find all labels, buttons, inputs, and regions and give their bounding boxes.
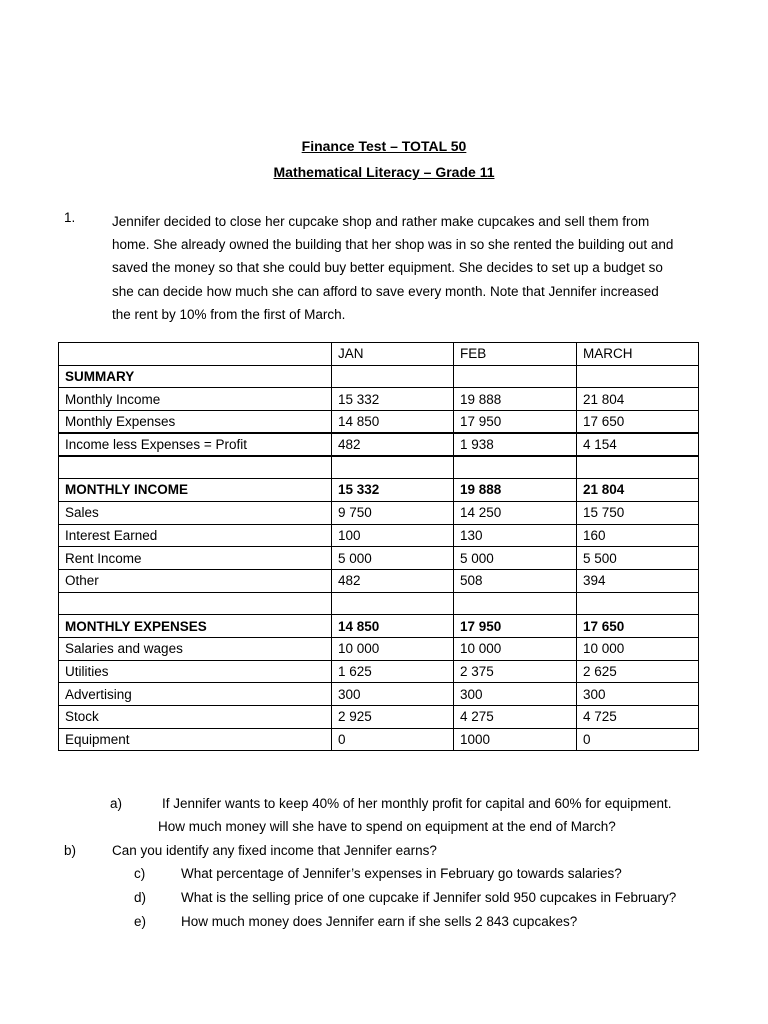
table-row [59, 524, 699, 547]
table-cell: 10 000 [577, 637, 699, 660]
table-row [59, 660, 699, 683]
table-cell: 394 [577, 569, 699, 592]
table-row [59, 479, 699, 502]
table-row [59, 456, 699, 479]
paragraph-line: the rent by 10% from the first of March. [112, 306, 346, 322]
table-cell: 4 154 [577, 433, 699, 456]
table-cell: 482 [332, 433, 454, 456]
table-cell: 15 332 [332, 388, 454, 411]
paragraph-line: saved the money so that she could buy better equipment. She decides to set up a budget so [112, 260, 663, 276]
table-cell: 17 650 [577, 411, 699, 434]
table-cell: SUMMARY [59, 365, 332, 388]
table-row [59, 388, 699, 411]
table-cell: 100 [332, 524, 454, 547]
question-e-label: e) [134, 914, 147, 929]
table-cell: 130 [454, 524, 577, 547]
table-cell: 10 000 [454, 637, 577, 660]
table-cell: 4 725 [577, 706, 699, 729]
question-a-label: a) [110, 796, 123, 811]
table-cell: 17 950 [454, 411, 577, 434]
table-cell: 2 375 [454, 660, 577, 683]
table-row [59, 501, 699, 524]
table-cell: Advertising [59, 683, 332, 706]
table-cell: 21 804 [577, 388, 699, 411]
table-cell: 17 950 [454, 615, 577, 638]
table-cell: 14 850 [332, 615, 454, 638]
table-cell: 14 250 [454, 501, 577, 524]
table-cell: 5 500 [577, 547, 699, 570]
table-header-row [59, 343, 699, 366]
table-cell [577, 592, 699, 615]
question-b-text: Can you identify any fixed income that Jennifer earns? [112, 843, 437, 858]
table-cell: 508 [454, 569, 577, 592]
table-cell: MONTHLY INCOME [59, 479, 332, 502]
table-cell: Utilities [59, 660, 332, 683]
table-cell: 1000 [454, 728, 577, 751]
table-cell: 19 888 [454, 479, 577, 502]
question-d-text: What is the selling price of one cupcake if Jennifer sold 950 cupcakes in February? [181, 890, 677, 905]
table-row [59, 433, 699, 456]
question-a-text-continued: How much money will she have to spend on equipment at the end of March? [158, 819, 616, 834]
paragraph-line: Jennifer decided to close her cupcake shop and rather make cupcakes and sell them from [112, 214, 650, 229]
budget-table [58, 342, 699, 751]
table-cell [332, 365, 454, 388]
table-cell: Stock [59, 706, 332, 729]
table-cell [59, 456, 332, 479]
table-cell: 21 804 [577, 479, 699, 502]
table-row [59, 365, 699, 388]
question-c-label: c) [134, 866, 146, 881]
table-cell: MONTHLY EXPENSES [59, 615, 332, 638]
table-cell: Salaries and wages [59, 637, 332, 660]
table-cell: 15 750 [577, 501, 699, 524]
table-cell: 10 000 [332, 637, 454, 660]
table-cell: Rent Income [59, 547, 332, 570]
table-cell [577, 365, 699, 388]
question-number: 1. [64, 210, 76, 225]
table-cell: 9 750 [332, 501, 454, 524]
table-cell [332, 592, 454, 615]
table-cell: Equipment [59, 728, 332, 751]
page-subtitle: Mathematical Literacy – Grade 11 [273, 164, 495, 180]
table-cell [454, 365, 577, 388]
question-e-text: How much money does Jennifer earn if she sells 2 843 cupcakes? [181, 914, 578, 929]
table-row [59, 728, 699, 751]
table-cell: Sales [59, 501, 332, 524]
table-header-cell: JAN [332, 343, 454, 366]
paragraph-line: home. She already owned the building that her shop was in so she rented the building out and [112, 237, 674, 253]
table-cell: 482 [332, 569, 454, 592]
question-a-text: If Jennifer wants to keep 40% of her monthly profit for capital and 60% for equipment. [162, 796, 672, 811]
table-cell: 17 650 [577, 615, 699, 638]
table-cell [454, 456, 577, 479]
table-cell: Income less Expenses = Profit [59, 433, 332, 456]
table-cell: 5 000 [332, 547, 454, 570]
table-cell: 1 938 [454, 433, 577, 456]
table-cell: 0 [577, 728, 699, 751]
table-row [59, 411, 699, 434]
table-row [59, 592, 699, 615]
table-cell: 2 925 [332, 706, 454, 729]
table-cell: Monthly Income [59, 388, 332, 411]
table-cell [332, 456, 454, 479]
question-paragraph [112, 210, 712, 326]
table-cell: Interest Earned [59, 524, 332, 547]
table-row [59, 547, 699, 570]
table-cell: 1 625 [332, 660, 454, 683]
question-c-text: What percentage of Jennifer’s expenses in February go towards salaries? [181, 866, 622, 881]
table-cell: 2 625 [577, 660, 699, 683]
table-row [59, 706, 699, 729]
table-row [59, 615, 699, 638]
table-cell: 15 332 [332, 479, 454, 502]
question-d-label: d) [134, 890, 147, 905]
table-cell: 300 [577, 683, 699, 706]
table-cell: 4 275 [454, 706, 577, 729]
table-cell: 5 000 [454, 547, 577, 570]
table-cell: Other [59, 569, 332, 592]
table-cell [59, 592, 332, 615]
page-title: Finance Test – TOTAL 50 [301, 138, 467, 154]
question-b-label: b) [64, 843, 77, 858]
table-cell [577, 456, 699, 479]
table-header-cell [59, 343, 332, 366]
table-cell: 160 [577, 524, 699, 547]
table-cell: 14 850 [332, 411, 454, 434]
table-row [59, 569, 699, 592]
table-header-cell: MARCH [577, 343, 699, 366]
table-cell [454, 592, 577, 615]
table-cell: 300 [332, 683, 454, 706]
table-cell: 19 888 [454, 388, 577, 411]
table-row [59, 683, 699, 706]
table-cell: 0 [332, 728, 454, 751]
table-cell: Monthly Expenses [59, 411, 332, 434]
paragraph-line: she can decide how much she can afford to save every month. Note that Jennifer increased [112, 283, 659, 299]
table-row [59, 637, 699, 660]
table-cell: 300 [454, 683, 577, 706]
table-header-cell: FEB [454, 343, 577, 366]
